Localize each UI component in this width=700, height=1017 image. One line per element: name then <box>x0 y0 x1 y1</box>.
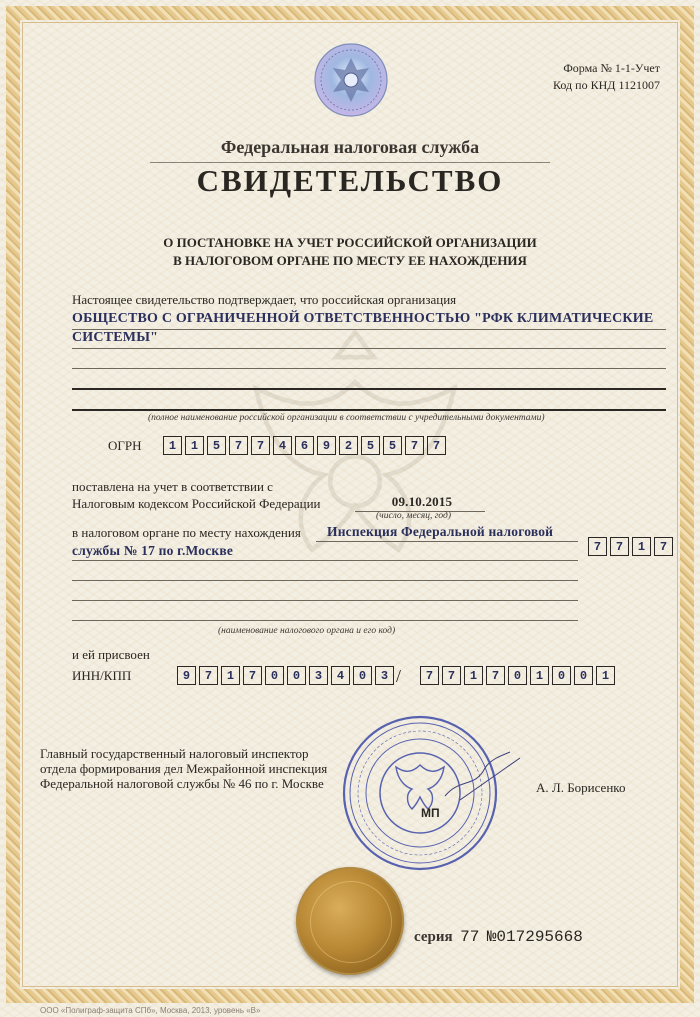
knd-code: Код по КНД 1121007 <box>553 78 660 92</box>
kpp_digits-digit-box: 7 <box>420 666 439 685</box>
confirm-text: Настоящее свидетельство подтверждает, что российская организация <box>72 292 457 307</box>
ogrn_digits-digit-box: 5 <box>361 436 380 455</box>
tax_office_code-digit-box: 7 <box>610 537 629 556</box>
inn_digits-digit-box: 1 <box>221 666 240 685</box>
subtitle-line-2: В НАЛОГОВОМ ОРГАНЕ ПО МЕСТУ ЕЕ НАХОЖДЕНИЯ <box>173 253 527 268</box>
serial-number: №017295668 <box>486 928 583 946</box>
gold-seal-icon <box>296 867 404 975</box>
tax-office-rule-4 <box>72 600 578 601</box>
ogrn_digits-digit-box: 9 <box>317 436 336 455</box>
tax-office-hint: (наименование налогового органа и его код) <box>218 626 396 636</box>
ogrn_digits-digit-box: 5 <box>383 436 402 455</box>
kpp_digits-digit-box: 7 <box>486 666 505 685</box>
ogrn_digits-digit-box: 6 <box>295 436 314 455</box>
form-number: Форма № 1-1-Учет <box>563 61 660 75</box>
position-line-2: отдела формирования дел Межрайонной инспекция <box>40 761 328 776</box>
tax-office-rule-5 <box>72 620 578 621</box>
tax-office-line-1: Инспекция Федеральной налоговой <box>327 524 554 539</box>
inn_digits-digit-box: 3 <box>309 666 328 685</box>
ogrn_digits-digit-box: 4 <box>273 436 292 455</box>
inn_digits-digit-box: 7 <box>199 666 218 685</box>
subtitle-line-1: О ПОСТАНОВКЕ НА УЧЕТ РОССИЙСКОЙ ОРГАНИЗАЦИИ <box>163 235 537 250</box>
tax-office-rule-2 <box>72 560 578 561</box>
ogrn_digits-digit-box: 1 <box>163 436 182 455</box>
tax_office_code-digit-box: 7 <box>588 537 607 556</box>
document-subtitle <box>0 234 700 270</box>
kpp-boxes <box>420 666 618 685</box>
inn_digits-digit-box: 0 <box>265 666 284 685</box>
tax-office-line-2: службы № 17 по г.Москве <box>72 543 234 558</box>
ogrn_digits-digit-box: 7 <box>251 436 270 455</box>
inn_digits-digit-box: 4 <box>331 666 350 685</box>
kpp_digits-digit-box: 0 <box>574 666 593 685</box>
org-name-rule-4 <box>72 388 666 390</box>
official-stamp-icon <box>340 713 500 873</box>
serial-series: 77 <box>460 928 480 946</box>
registration-date: 09.10.2015 <box>391 494 453 509</box>
ogrn-label: ОГРН <box>108 438 142 453</box>
printer-footer: ООО «Полиграф-защита СПб», Москва, 2013, уровень «В» <box>40 1006 261 1015</box>
inn_digits-digit-box: 9 <box>177 666 196 685</box>
kpp_digits-digit-box: 1 <box>530 666 549 685</box>
seal-place-mark: МП <box>421 806 440 820</box>
assigned-text: и ей присвоен <box>72 647 150 662</box>
ogrn_digits-digit-box: 7 <box>427 436 446 455</box>
inn_digits-digit-box: 7 <box>243 666 262 685</box>
kpp_digits-digit-box: 1 <box>596 666 615 685</box>
inn_digits-digit-box: 0 <box>287 666 306 685</box>
tax_office_code-digit-box: 7 <box>654 537 673 556</box>
ogrn_digits-digit-box: 7 <box>229 436 248 455</box>
position-line-1: Главный государственный налоговый инспектор <box>40 746 309 761</box>
inn-kpp-separator: / <box>396 666 402 686</box>
document-title: СВИДЕТЕЛЬСТВО <box>196 163 504 198</box>
ogrn_digits-digit-box: 2 <box>339 436 358 455</box>
ogrn_digits-digit-box: 5 <box>207 436 226 455</box>
inn-boxes <box>177 666 397 685</box>
serial-label: серия <box>414 929 453 945</box>
ogrn-boxes <box>163 436 449 455</box>
eagle-watermark-icon <box>200 320 510 630</box>
org-name-rule-3 <box>72 368 666 369</box>
tax-office-prefix: в налоговом органе по месту нахождения <box>72 525 301 540</box>
tax_office_code-digit-box: 1 <box>632 537 651 556</box>
inn_digits-digit-box: 3 <box>375 666 394 685</box>
kpp_digits-digit-box: 7 <box>442 666 461 685</box>
registered-line-1: поставлена на учет в соответствии с <box>72 479 273 494</box>
kpp_digits-digit-box: 0 <box>508 666 527 685</box>
tax-office-rule-1 <box>316 541 578 542</box>
date-hint: (число, месяц, год) <box>376 511 452 521</box>
hologram-emblem-icon <box>313 42 389 118</box>
position-line-3: Федеральной налоговой службы № 46 по г. Москве <box>40 776 324 791</box>
form-number-block <box>553 60 660 94</box>
inn_digits-digit-box: 0 <box>353 666 372 685</box>
org-name-hint: (полное наименование российской организации в соответствии с учредительными документами) <box>148 413 545 423</box>
gold-seal-inner <box>310 881 392 963</box>
kpp_digits-digit-box: 1 <box>464 666 483 685</box>
org-name-line-1: ОБЩЕСТВО С ОГРАНИЧЕННОЙ ОТВЕТСТВЕННОСТЬЮ "РФК КЛИМАТИЧЕСКИЕ <box>72 311 654 326</box>
tax-office-rule-3 <box>72 580 578 581</box>
ogrn_digits-digit-box: 1 <box>185 436 204 455</box>
ogrn_digits-digit-box: 7 <box>405 436 424 455</box>
signatory-name: А. Л. Борисенко <box>536 780 626 795</box>
signatory-position <box>40 746 327 791</box>
org-name-line-2: СИСТЕМЫ" <box>72 330 159 345</box>
org-name-rule-1 <box>72 329 666 330</box>
tax-office-code-boxes <box>588 537 676 556</box>
org-name-rule-2 <box>72 348 666 349</box>
org-name-rule-5 <box>72 409 666 411</box>
kpp_digits-digit-box: 0 <box>552 666 571 685</box>
inn-kpp-label: ИНН/КПП <box>72 668 132 683</box>
serial-block <box>414 928 583 946</box>
registered-line-2: Налоговым кодексом Российской Федерации <box>72 496 321 511</box>
agency-name: Федеральная налоговая служба <box>220 137 480 157</box>
